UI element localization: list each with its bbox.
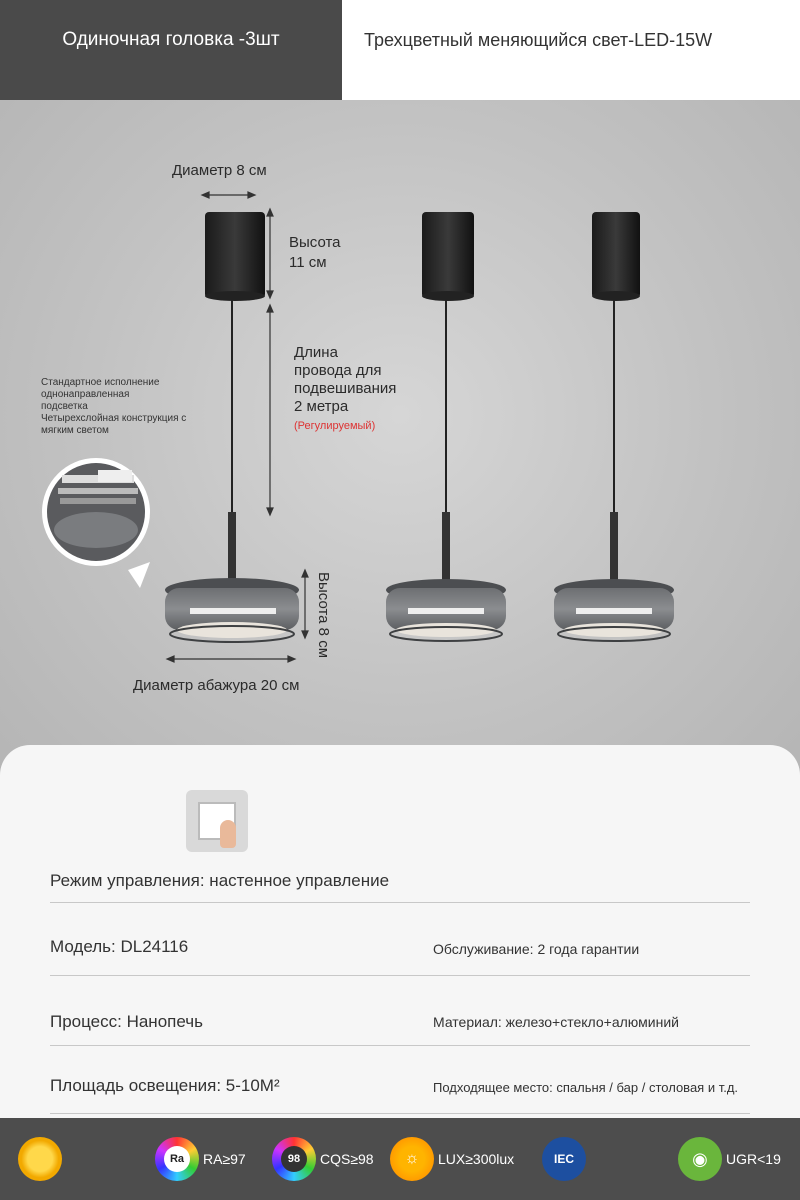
wall-switch-icon — [186, 790, 248, 852]
spec-row-control — [50, 865, 750, 903]
product-illustration — [0, 100, 800, 800]
wire-length-label-1: Длина — [294, 344, 338, 361]
cqs-icon: 98 — [272, 1137, 316, 1181]
service: Обслуживание: 2 года гарантии — [433, 941, 640, 957]
callout-text-3: подсветка — [41, 401, 88, 412]
lux-value: LUX≥300lux — [438, 1151, 515, 1167]
shade-diameter-label: Диаметр абажура 20 см — [133, 677, 300, 694]
feature-bar — [0, 1118, 800, 1200]
spec-row-area — [50, 1046, 750, 1114]
feature-ra — [155, 1118, 246, 1200]
wire-adjustable-note: (Регулируемый) — [294, 420, 376, 432]
sun-icon — [18, 1137, 62, 1181]
wire-length-label-4: 2 метра — [294, 398, 349, 415]
feature-lux — [390, 1118, 514, 1200]
ra-icon: Ra — [155, 1137, 199, 1181]
layer-detail-callout — [42, 458, 150, 588]
callout-text-4: Четырехслойная конструкция с — [41, 413, 187, 424]
callout-text-2: однонаправленная — [41, 389, 130, 400]
header-bar — [0, 0, 800, 100]
wire-length-label-2: провода для — [294, 362, 382, 379]
cqs-value: CQS≥98 — [320, 1151, 374, 1167]
feature-ugr — [678, 1118, 781, 1200]
callout-text-1: Стандартное исполнение — [41, 377, 160, 388]
header-left-title: Одиночная головка -3шт — [0, 0, 342, 100]
canopy-height-label-1: Высота — [289, 234, 341, 251]
canopy-height-label-2: 11 см — [289, 254, 327, 271]
wire-length-label-3: подвешивания — [294, 380, 397, 397]
eye-icon: ◉ — [678, 1137, 722, 1181]
suitable-place: Подходящее место: спальня / бар / столовая и т.д. — [433, 1080, 739, 1095]
shade-height-label: Высота 8 см — [315, 572, 332, 659]
header-right-title: Трехцветный меняющийся свет-LED-15W — [364, 29, 713, 50]
pendant-lamp-3 — [554, 212, 674, 641]
spec-row-process — [50, 976, 750, 1046]
pendant-lamp-1 — [165, 212, 299, 642]
lighting-area: Площадь освещения: 5-10M² — [50, 1076, 280, 1095]
lux-icon: ☼ — [390, 1137, 434, 1181]
lamps-drawing — [0, 100, 800, 800]
spec-panel — [0, 745, 800, 1125]
callout-text-5: мягким светом — [41, 425, 109, 436]
material: Материал: железо+стекло+алюминий — [433, 1014, 679, 1030]
feature-iec — [542, 1118, 590, 1200]
feature-sun — [18, 1118, 66, 1200]
process: Процесс: Нанопечь — [50, 1012, 203, 1031]
spec-row-model — [50, 903, 750, 976]
model: Модель: DL24116 — [50, 937, 189, 956]
pendant-lamp-2 — [386, 212, 506, 641]
iec-icon: IEC — [542, 1137, 586, 1181]
ugr-value: UGR<19 — [726, 1151, 781, 1167]
canopy-diameter-label: Диаметр 8 см — [172, 162, 267, 179]
feature-cqs — [272, 1118, 374, 1200]
control-mode: Режим управления: настенное управление — [50, 871, 390, 890]
ra-value: RA≥97 — [203, 1151, 246, 1167]
